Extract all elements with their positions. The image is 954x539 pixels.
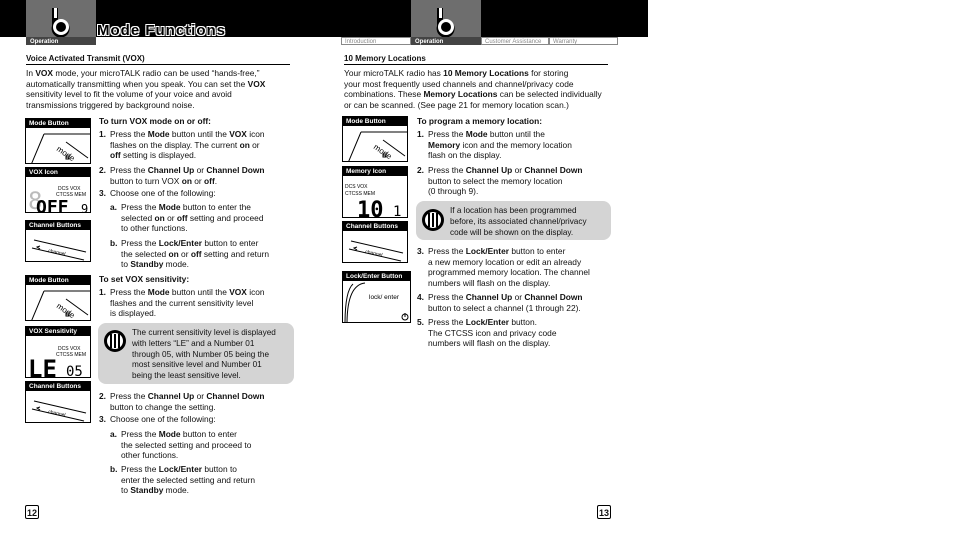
sens-step-2: 2. Press the Channel Up or Channel Down button to change the setting. — [99, 391, 265, 412]
walkie-talkie-icon — [48, 6, 76, 38]
svg-text:mode: mode — [371, 142, 394, 162]
svg-text:10: 10 — [357, 198, 384, 219]
svg-text:05: 05 — [66, 364, 83, 379]
memory-step-3: 3. Press the Lock/Enter button to enter a new memory location or edit an already programmed memory location. The channel numbers will flash on the display. — [417, 246, 590, 288]
svg-text:channel: channel — [47, 409, 66, 419]
sens-step-1: 1. Press the Mode button until the VOX icon flashes and the current sensitivity level is displayed. — [99, 287, 265, 319]
svg-text:DCS VOX: DCS VOX — [58, 346, 81, 352]
vox-step-3b: b. Press the Lock/Enter button to enter the selected on or off setting and return to Standby mode. — [110, 238, 270, 270]
tab-operation-left[interactable]: Operation — [26, 37, 96, 45]
vox-step-2: 2. Press the Channel Up or Channel Down button to turn VOX on or off. — [99, 165, 265, 186]
vox-intro: In VOX mode, your microTALK radio can be used “hands-free,” automatically transmitting when you speak. You can set the VOX sensitivity level to fit the volume of your voice and avoid transmissions triggered by background noise. — [26, 68, 266, 110]
page-number-right: 13 — [597, 505, 611, 519]
svg-text:DCS VOX: DCS VOX — [345, 184, 368, 190]
svg-text:OFF: OFF — [36, 197, 69, 214]
svg-text:lock/ enter: lock/ enter — [369, 294, 399, 301]
mode-button-image-right: Mode Button mode — [342, 116, 408, 162]
svg-text:LE: LE — [28, 355, 57, 379]
memory-step-4: 4. Press the Channel Up or Channel Down button to select a channel (1 through 22). — [417, 292, 583, 313]
vox-step-3: 3. Choose one of the following: — [99, 188, 216, 198]
sens-step-3a: a. Press the Mode button to enter the selected setting and proceed to other functions. — [110, 429, 252, 461]
memory-step-2: 2. Press the Channel Up or Channel Down button to select the memory location (0 through 9). — [417, 165, 583, 197]
vox-icon-image: VOX Icon 8 DCS VOX CTCSS MEM OFF 9 — [25, 167, 91, 213]
memory-icon-image: Memory Icon DCS VOX CTCSS MEM 10 1 — [342, 166, 408, 218]
svg-text:CTCSS MEM: CTCSS MEM — [345, 191, 375, 197]
svg-text:CTCSS MEM: CTCSS MEM — [56, 352, 86, 358]
tab-introduction[interactable]: Introduction — [341, 37, 411, 45]
svg-text:9: 9 — [81, 202, 89, 214]
vox-sensitivity-image: VOX Sensitivity DCS VOX CTCSS MEM LE 05 — [25, 326, 91, 378]
svg-text:channel: channel — [364, 249, 383, 259]
subtitle-vox-on-off: To turn VOX mode on or off: — [99, 116, 211, 126]
memory-note: If a location has been programmed before, its associated channel/privacy code will be shown on the display. — [416, 201, 611, 240]
memory-intro: Your microTALK radio has 10 Memory Locations for storing your most frequently used channels and channel/privacy code combinations. These Memory Locations can be selected individually or can be scanned. (See page 21 for memory location scan.) — [344, 68, 602, 110]
svg-text:mode: mode — [54, 144, 77, 164]
svg-text:1: 1 — [393, 204, 402, 219]
sens-step-3: 3. Choose one of the following: — [99, 414, 216, 424]
tab-operation[interactable]: Operation — [411, 37, 481, 45]
page-number-left: 12 — [25, 505, 39, 519]
tab-warranty[interactable]: Warranty — [549, 37, 618, 45]
tab-customer-assistance[interactable]: Customer Assistance — [481, 37, 549, 45]
info-knob-icon — [103, 329, 127, 353]
channel-buttons-image: Channel Buttons channel — [25, 220, 91, 262]
subtitle-program-memory: To program a memory location: — [417, 116, 543, 126]
svg-text:channel: channel — [47, 248, 66, 258]
channel-buttons-image-2: Channel Buttons channel — [25, 381, 91, 423]
mode-button-image: Mode Button mode — [25, 118, 91, 164]
section-title-memory: 10 Memory Locations — [344, 54, 426, 63]
channel-buttons-image-right: Channel Buttons channel — [342, 221, 408, 263]
sens-step-3b: b. Press the Lock/Enter button to enter the selected setting and return to Standby mode. — [110, 464, 256, 496]
section-rule — [26, 64, 290, 65]
memory-step-1: 1. Press the Mode button until the Memory icon and the memory location flash on the display. — [417, 129, 572, 161]
lock-enter-button-image: Lock/Enter Button lock/ enter — [342, 271, 411, 323]
memory-step-5: 5. Press the Lock/Enter button. The CTCSS icon and privacy code numbers will flash on the display. — [417, 317, 557, 349]
info-knob-icon — [421, 208, 445, 232]
walkie-talkie-icon — [433, 6, 461, 38]
svg-text:8: 8 — [28, 187, 43, 214]
vox-step-1: 1. Press the Mode button until the VOX icon flashes on the display. The current on or off setting is displayed. — [99, 129, 265, 161]
subtitle-vox-sensitivity: To set VOX sensitivity: — [99, 274, 190, 284]
svg-text:mode: mode — [54, 301, 77, 321]
vox-step-3a: a. Press the Mode button to enter the selected on or off setting and proceed to other functions. — [110, 202, 264, 234]
svg-text:CTCSS MEM: CTCSS MEM — [56, 192, 86, 198]
section-title-vox: Voice Activated Transmit (VOX) — [26, 54, 145, 63]
mode-button-image-2: Mode Button mode — [25, 275, 91, 321]
page-title: Mode Functions — [97, 22, 226, 39]
sensitivity-note: The current sensitivity level is displayed with letters “LE” and a Number 01 through 05, with Number 05 being the most sensitive level and Number 01 being the least sensitive level. — [98, 323, 294, 384]
svg-text:DCS VOX: DCS VOX — [58, 186, 81, 192]
section-rule-right — [344, 64, 608, 65]
